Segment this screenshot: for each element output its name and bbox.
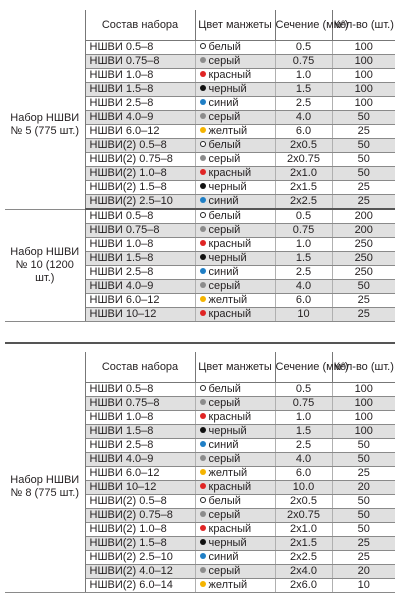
quantity: 50 bbox=[332, 523, 395, 537]
color-label: серый bbox=[208, 565, 241, 577]
quantity: 50 bbox=[332, 509, 395, 523]
color-dot-icon bbox=[200, 268, 206, 274]
sleeve-color bbox=[195, 411, 275, 425]
part-code: НШВИ(2) 2.5–10 bbox=[85, 195, 195, 210]
sleeve-color bbox=[195, 139, 275, 153]
color-dot-icon bbox=[200, 427, 206, 433]
quantity: 25 bbox=[332, 308, 395, 322]
part-code: НШВИ 0.5–8 bbox=[85, 209, 195, 224]
part-code: НШВИ 6.0–12 bbox=[85, 294, 195, 308]
kit-table-upper bbox=[5, 10, 395, 322]
color-dot-icon bbox=[200, 525, 206, 531]
color-dot-icon bbox=[200, 57, 206, 63]
color-dot-icon bbox=[200, 113, 206, 119]
color-label: черный bbox=[208, 181, 247, 193]
color-label: белый bbox=[208, 41, 241, 53]
color-dot-icon bbox=[200, 240, 206, 246]
color-label: желтый bbox=[208, 125, 248, 137]
part-code: НШВИ 1.5–8 bbox=[85, 425, 195, 439]
color-dot-icon bbox=[200, 169, 206, 175]
table-divider bbox=[5, 342, 395, 344]
header-spacer bbox=[5, 10, 85, 41]
quantity: 250 bbox=[332, 266, 395, 280]
color-label: красный bbox=[208, 308, 252, 320]
table-row bbox=[5, 41, 395, 55]
cross-section: 0.75 bbox=[275, 224, 332, 238]
color-dot-icon bbox=[200, 413, 206, 419]
part-code: НШВИ(2) 1.0–8 bbox=[85, 523, 195, 537]
part-code: НШВИ 1.5–8 bbox=[85, 252, 195, 266]
part-code: НШВИ 1.0–8 bbox=[85, 411, 195, 425]
cross-section: 1.0 bbox=[275, 69, 332, 83]
sleeve-color bbox=[195, 383, 275, 397]
quantity: 250 bbox=[332, 238, 395, 252]
part-code: НШВИ 0.75–8 bbox=[85, 397, 195, 411]
part-code: НШВИ(2) 1.0–8 bbox=[85, 167, 195, 181]
quantity: 50 bbox=[332, 280, 395, 294]
cross-section: 1.5 bbox=[275, 83, 332, 97]
cross-section: 2x1.0 bbox=[275, 523, 332, 537]
sleeve-color bbox=[195, 266, 275, 280]
sleeve-color bbox=[195, 111, 275, 125]
color-dot-icon bbox=[200, 310, 206, 316]
part-code: НШВИ 0.75–8 bbox=[85, 224, 195, 238]
sleeve-color bbox=[195, 55, 275, 69]
color-dot-icon bbox=[200, 399, 206, 405]
sleeve-color bbox=[195, 579, 275, 593]
set-label: Набор НШВИ № 8 (775 шт.) bbox=[5, 383, 85, 593]
quantity: 100 bbox=[332, 83, 395, 97]
sleeve-color bbox=[195, 495, 275, 509]
table-row bbox=[5, 209, 395, 224]
sleeve-color bbox=[195, 509, 275, 523]
sleeve-color bbox=[195, 439, 275, 453]
sleeve-color bbox=[195, 83, 275, 97]
color-dot-icon bbox=[200, 385, 206, 391]
color-label: серый bbox=[208, 153, 241, 165]
sleeve-color bbox=[195, 224, 275, 238]
part-code: НШВИ 4.0–9 bbox=[85, 111, 195, 125]
quantity: 250 bbox=[332, 252, 395, 266]
quantity: 200 bbox=[332, 224, 395, 238]
header-section: Сечение (мм²) bbox=[275, 352, 332, 383]
sleeve-color bbox=[195, 565, 275, 579]
sleeve-color bbox=[195, 153, 275, 167]
sleeve-color bbox=[195, 181, 275, 195]
color-dot-icon bbox=[200, 212, 206, 218]
part-code: НШВИ(2) 1.5–8 bbox=[85, 181, 195, 195]
sleeve-color bbox=[195, 209, 275, 224]
quantity: 50 bbox=[332, 439, 395, 453]
color-dot-icon bbox=[200, 553, 206, 559]
sleeve-color bbox=[195, 481, 275, 495]
table-header-row bbox=[5, 352, 395, 383]
quantity: 25 bbox=[332, 537, 395, 551]
part-code: НШВИ(2) 0.5–8 bbox=[85, 139, 195, 153]
header-color: Цвет манжеты bbox=[195, 352, 275, 383]
color-label: белый bbox=[208, 139, 241, 151]
sleeve-color bbox=[195, 125, 275, 139]
color-label: черный bbox=[208, 425, 247, 437]
set-label: Набор НШВИ № 5 (775 шт.) bbox=[5, 41, 85, 210]
color-label: черный bbox=[208, 83, 247, 95]
part-code: НШВИ 1.0–8 bbox=[85, 238, 195, 252]
cross-section: 1.5 bbox=[275, 425, 332, 439]
color-dot-icon bbox=[200, 71, 206, 77]
header-composition: Состав набора bbox=[85, 352, 195, 383]
part-code: НШВИ 1.0–8 bbox=[85, 69, 195, 83]
cross-section: 2x1.5 bbox=[275, 181, 332, 195]
quantity: 50 bbox=[332, 453, 395, 467]
kit-table-lower bbox=[5, 352, 395, 593]
sleeve-color bbox=[195, 425, 275, 439]
part-code: НШВИ 0.5–8 bbox=[85, 41, 195, 55]
cross-section: 2x2.5 bbox=[275, 195, 332, 210]
cross-section: 1.5 bbox=[275, 252, 332, 266]
part-code: НШВИ(2) 6.0–14 bbox=[85, 579, 195, 593]
cross-section: 2x0.5 bbox=[275, 495, 332, 509]
part-code: НШВИ 0.75–8 bbox=[85, 55, 195, 69]
part-code: НШВИ 6.0–12 bbox=[85, 125, 195, 139]
color-label: белый bbox=[208, 495, 241, 507]
color-dot-icon bbox=[200, 567, 206, 573]
cross-section: 0.5 bbox=[275, 383, 332, 397]
header-section: Сечение (мм²) bbox=[275, 10, 332, 41]
quantity: 25 bbox=[332, 195, 395, 210]
color-label: серый bbox=[208, 397, 241, 409]
cross-section: 2x0.75 bbox=[275, 153, 332, 167]
header-color: Цвет манжеты bbox=[195, 10, 275, 41]
color-label: синий bbox=[208, 195, 239, 207]
cross-section: 6.0 bbox=[275, 294, 332, 308]
cross-section: 1.0 bbox=[275, 411, 332, 425]
quantity: 100 bbox=[332, 383, 395, 397]
quantity: 50 bbox=[332, 495, 395, 509]
color-label: синий bbox=[208, 439, 239, 451]
cross-section: 0.5 bbox=[275, 41, 332, 55]
set-label: Набор НШВИ № 10 (1200 шт.) bbox=[5, 209, 85, 322]
quantity: 100 bbox=[332, 97, 395, 111]
cross-section: 2x2.5 bbox=[275, 551, 332, 565]
color-dot-icon bbox=[200, 43, 206, 49]
sleeve-color bbox=[195, 467, 275, 481]
color-label: серый bbox=[208, 453, 241, 465]
part-code: НШВИ(2) 0.75–8 bbox=[85, 509, 195, 523]
color-label: красный bbox=[208, 481, 252, 493]
color-dot-icon bbox=[200, 511, 206, 517]
color-dot-icon bbox=[200, 85, 206, 91]
cross-section: 2x4.0 bbox=[275, 565, 332, 579]
sleeve-color bbox=[195, 397, 275, 411]
color-label: черный bbox=[208, 537, 247, 549]
sleeve-color bbox=[195, 167, 275, 181]
sleeve-color bbox=[195, 238, 275, 252]
table-header-row bbox=[5, 10, 395, 41]
color-dot-icon bbox=[200, 99, 206, 105]
quantity: 25 bbox=[332, 551, 395, 565]
table-body bbox=[5, 41, 395, 322]
cross-section: 10 bbox=[275, 308, 332, 322]
color-dot-icon bbox=[200, 197, 206, 203]
sleeve-color bbox=[195, 537, 275, 551]
part-code: НШВИ 6.0–12 bbox=[85, 467, 195, 481]
sleeve-color bbox=[195, 280, 275, 294]
quantity: 100 bbox=[332, 425, 395, 439]
cross-section: 2.5 bbox=[275, 439, 332, 453]
color-dot-icon bbox=[200, 282, 206, 288]
quantity: 25 bbox=[332, 125, 395, 139]
cross-section: 0.75 bbox=[275, 397, 332, 411]
color-label: красный bbox=[208, 167, 252, 179]
color-label: серый bbox=[208, 55, 241, 67]
part-code: НШВИ 1.5–8 bbox=[85, 83, 195, 97]
color-dot-icon bbox=[200, 183, 206, 189]
sleeve-color bbox=[195, 195, 275, 210]
quantity: 25 bbox=[332, 181, 395, 195]
part-code: НШВИ(2) 1.5–8 bbox=[85, 537, 195, 551]
color-dot-icon bbox=[200, 441, 206, 447]
quantity: 50 bbox=[332, 153, 395, 167]
color-label: синий bbox=[208, 97, 239, 109]
part-code: НШВИ 10–12 bbox=[85, 481, 195, 495]
color-label: красный bbox=[208, 238, 252, 250]
quantity: 50 bbox=[332, 111, 395, 125]
part-code: НШВИ(2) 0.5–8 bbox=[85, 495, 195, 509]
color-dot-icon bbox=[200, 483, 206, 489]
sleeve-color bbox=[195, 252, 275, 266]
header-spacer bbox=[5, 352, 85, 383]
part-code: НШВИ 4.0–9 bbox=[85, 453, 195, 467]
color-dot-icon bbox=[200, 127, 206, 133]
quantity: 50 bbox=[332, 139, 395, 153]
color-label: красный bbox=[208, 69, 252, 81]
quantity: 25 bbox=[332, 294, 395, 308]
color-label: серый bbox=[208, 111, 241, 123]
color-dot-icon bbox=[200, 141, 206, 147]
color-dot-icon bbox=[200, 155, 206, 161]
part-code: НШВИ 2.5–8 bbox=[85, 266, 195, 280]
color-dot-icon bbox=[200, 296, 206, 302]
table-body bbox=[5, 383, 395, 593]
sleeve-color bbox=[195, 453, 275, 467]
cross-section: 10.0 bbox=[275, 481, 332, 495]
color-label: желтый bbox=[208, 467, 248, 479]
sleeve-color bbox=[195, 294, 275, 308]
table-row bbox=[5, 383, 395, 397]
cross-section: 2.5 bbox=[275, 97, 332, 111]
color-dot-icon bbox=[200, 581, 206, 587]
part-code: НШВИ 4.0–9 bbox=[85, 280, 195, 294]
quantity: 100 bbox=[332, 41, 395, 55]
sleeve-color bbox=[195, 523, 275, 537]
color-dot-icon bbox=[200, 226, 206, 232]
quantity: 25 bbox=[332, 467, 395, 481]
color-label: серый bbox=[208, 280, 241, 292]
part-code: НШВИ 2.5–8 bbox=[85, 439, 195, 453]
quantity: 100 bbox=[332, 55, 395, 69]
color-label: синий bbox=[208, 551, 239, 563]
cross-section: 2x1.5 bbox=[275, 537, 332, 551]
color-dot-icon bbox=[200, 469, 206, 475]
cross-section: 1.0 bbox=[275, 238, 332, 252]
cross-section: 4.0 bbox=[275, 453, 332, 467]
color-label: белый bbox=[208, 210, 241, 222]
header-composition: Состав набора bbox=[85, 10, 195, 41]
part-code: НШВИ(2) 4.0–12 bbox=[85, 565, 195, 579]
quantity: 10 bbox=[332, 579, 395, 593]
quantity: 100 bbox=[332, 397, 395, 411]
part-code: НШВИ 10–12 bbox=[85, 308, 195, 322]
cross-section: 2x1.0 bbox=[275, 167, 332, 181]
header-qty: Кол-во (шт.) bbox=[332, 352, 395, 383]
cross-section: 2x0.5 bbox=[275, 139, 332, 153]
color-label: белый bbox=[208, 383, 241, 395]
sleeve-color bbox=[195, 308, 275, 322]
color-label: красный bbox=[208, 411, 252, 423]
sleeve-color bbox=[195, 551, 275, 565]
color-label: синий bbox=[208, 266, 239, 278]
part-code: НШВИ(2) 2.5–10 bbox=[85, 551, 195, 565]
color-dot-icon bbox=[200, 539, 206, 545]
color-label: желтый bbox=[208, 294, 248, 306]
part-code: НШВИ 2.5–8 bbox=[85, 97, 195, 111]
cross-section: 2x0.75 bbox=[275, 509, 332, 523]
color-dot-icon bbox=[200, 254, 206, 260]
part-code: НШВИ 0.5–8 bbox=[85, 383, 195, 397]
color-dot-icon bbox=[200, 497, 206, 503]
color-label: желтый bbox=[208, 579, 248, 591]
color-label: черный bbox=[208, 252, 247, 264]
cross-section: 6.0 bbox=[275, 467, 332, 481]
quantity: 100 bbox=[332, 411, 395, 425]
sleeve-color bbox=[195, 69, 275, 83]
quantity: 100 bbox=[332, 69, 395, 83]
cross-section: 2x6.0 bbox=[275, 579, 332, 593]
cross-section: 2.5 bbox=[275, 266, 332, 280]
cross-section: 4.0 bbox=[275, 280, 332, 294]
cross-section: 6.0 bbox=[275, 125, 332, 139]
quantity: 20 bbox=[332, 481, 395, 495]
cross-section: 0.5 bbox=[275, 209, 332, 224]
color-label: красный bbox=[208, 523, 252, 535]
quantity: 50 bbox=[332, 167, 395, 181]
cross-section: 0.75 bbox=[275, 55, 332, 69]
quantity: 200 bbox=[332, 209, 395, 224]
part-code: НШВИ(2) 0.75–8 bbox=[85, 153, 195, 167]
color-label: серый bbox=[208, 224, 241, 236]
sleeve-color bbox=[195, 41, 275, 55]
sleeve-color bbox=[195, 97, 275, 111]
color-dot-icon bbox=[200, 455, 206, 461]
color-label: серый bbox=[208, 509, 241, 521]
header-qty: Кол-во (шт.) bbox=[332, 10, 395, 41]
cross-section: 4.0 bbox=[275, 111, 332, 125]
quantity: 20 bbox=[332, 565, 395, 579]
